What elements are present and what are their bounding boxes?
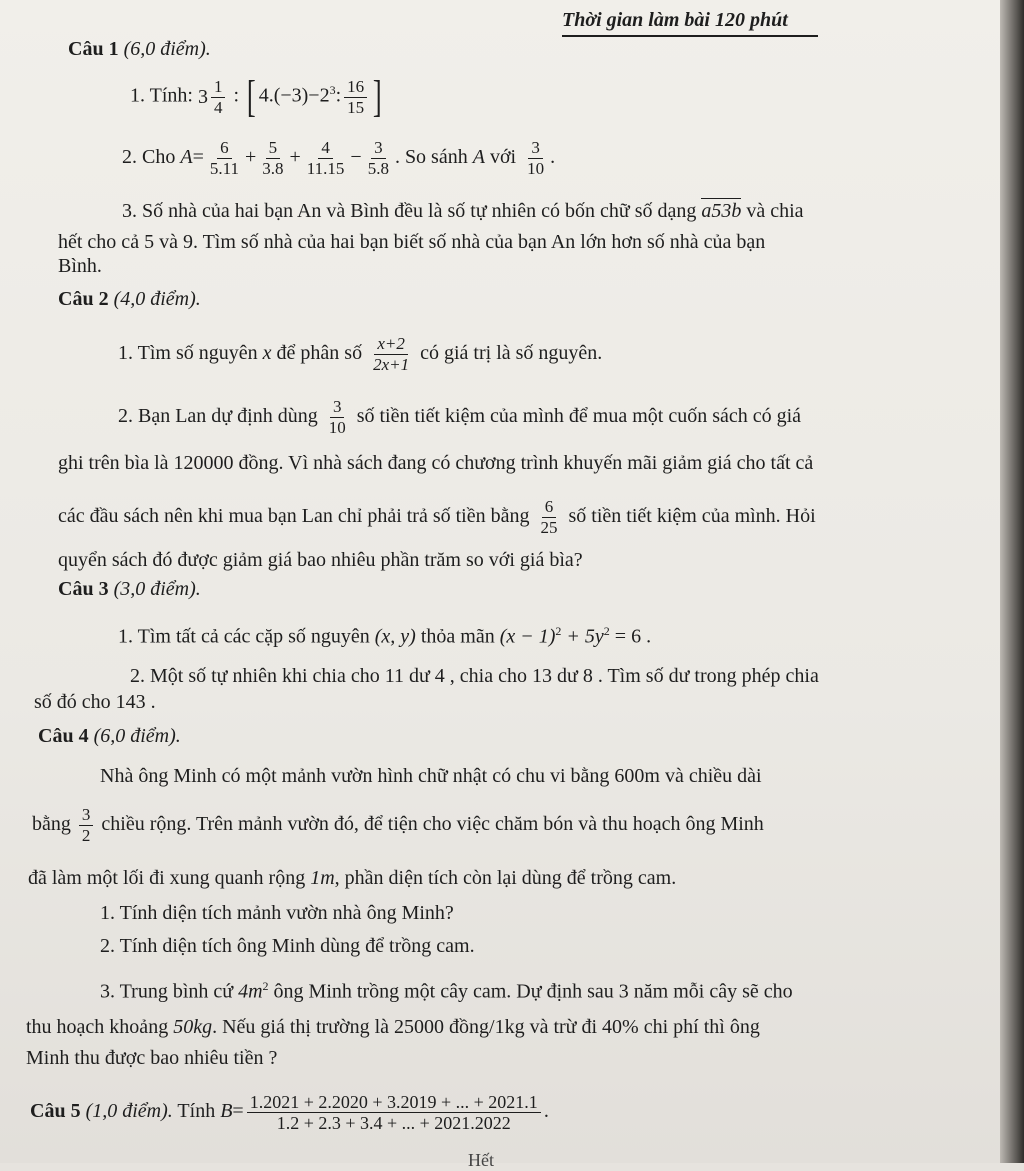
q5: Câu 5 (1,0 điểm). Tính B= $\frac{1.2021 + 2.2020 + 3.2019 + ... + 2021.1}{1.2 + 2.3 + 3.4 + ... + 2021.2022}$ . <box>30 1092 549 1133</box>
q3-part2-line1: 2. Một số tự nhiên khi chia cho 11 dư 4 , chia cho 13 dư 8 . Tìm số dư trong phép chia <box>130 665 819 687</box>
q1-part3-line1: 3. Số nhà của hai bạn An và Bình đều là số tự nhiên có bốn chữ số dạng a53b và chia <box>122 200 804 222</box>
q2-part2-line4: quyển sách đó được giảm giá bao nhiêu phần trăm so với giá bìa? <box>58 549 583 571</box>
q1-part2: 2. Cho A= $\frac{6}{5.11}$ + $\frac{5}{3.8}$ + $\frac{4}{11.15}$ − $\frac{3}{5.8}$ . So sánh A với $\frac{3}{10}$ . <box>122 138 556 178</box>
q4-part3-line1: 3. Trung bình cứ $4m^2$ ông Minh trồng một cây cam. Dự định sau 3 năm mỗi cây sẽ cho <box>100 979 793 1003</box>
q1-p1-whole: 3 <box>197 86 208 108</box>
q4-part1: 1. Tính diện tích mảnh vườn nhà ông Minh? <box>100 902 454 924</box>
q3-part1: 1. Tìm tất cả các cặp số nguyên (x, y) thỏa mãn $(x - 1)^2 + 5y^2 = 6$ . <box>118 624 652 648</box>
time-note: Thời gian làm bài 120 phút <box>562 9 788 31</box>
q4-line3: đã làm một lối đi xung quanh rộng 1m, phần diện tích còn lại dùng để trồng cam. <box>28 867 677 889</box>
overline-number: a53b <box>701 200 742 222</box>
q4-heading: Câu 4 (6,0 điểm). <box>38 725 181 747</box>
q4-part3-line2: thu hoạch khoảng 50kg. Nếu giá thị trường là 25000 đồng/1kg và trừ đi 40% chi phí thì ông <box>26 1016 760 1038</box>
q3-heading: Câu 3 (3,0 điểm). <box>58 578 201 600</box>
q1-p1-mixed-frac: $\frac{1}{4}$ <box>211 77 226 118</box>
q4-line1: Nhà ông Minh có một mảnh vườn hình chữ nhật có chu vi bằng 600m và chiều dài <box>100 765 762 787</box>
header-underline <box>562 35 818 37</box>
q1-part3-line2: hết cho cả 5 và 9. Tìm số nhà của hai bạn biết số nhà của bạn An lớn hơn số nhà của bạn <box>58 231 766 253</box>
q3-part2-line2: số đó cho 143 . <box>34 691 156 713</box>
q1-title: Câu 1 <box>68 38 119 60</box>
q2-part2-line1: 2. Bạn Lan dự định dùng $\frac{3}{10}$ số tiền tiết kiệm của mình để mua một cuốn sách có giá <box>118 397 802 437</box>
q4-part3-line3: Minh thu được bao nhiêu tiền ? <box>26 1047 278 1069</box>
page-edge-shadow <box>1000 0 1024 1163</box>
q1-heading <box>68 37 211 61</box>
end-mark: Hết <box>468 1150 494 1170</box>
q1-part3-line3: Bình. <box>58 255 102 277</box>
q1-points: (6,0 điểm). <box>123 38 211 60</box>
q2-part1: 1. Tìm số nguyên x để phân số $\frac{x+2}{2x+1}$ có giá trị là số nguyên. <box>118 334 603 374</box>
q2-part2-line3: các đầu sách nên khi mua bạn Lan chỉ phải trả số tiền bằng $\frac{6}{25}$ số tiền tiết kiệm của mình. Hỏi <box>58 497 816 537</box>
q2-part2-line2: ghi trên bìa là 120000 đồng. Vì nhà sách đang có chương trình khuyến mãi giảm giá cho tất cả <box>58 452 814 474</box>
q4-line2: bằng $\frac{3}{2}$ chiều rộng. Trên mảnh vườn đó, để tiện cho việc chăm bón và thu hoạch ông Minh <box>32 805 764 845</box>
right-bracket: ] <box>373 72 382 121</box>
q1-part1: 1. Tính: 3 $\frac{1}{4}$ : [ $4.(-3)-2^3$: $\frac{16}{15}$ ] <box>130 72 382 121</box>
left-bracket: [ <box>246 72 256 121</box>
q1-p1-frac: $\frac{16}{15}$ <box>344 77 367 118</box>
q1-p1-label: 1. Tính: <box>130 84 193 107</box>
q4-part2: 2. Tính diện tích ông Minh dùng để trồng cam. <box>100 935 475 957</box>
q1-p1-inside: 4.(−3)−2 <box>258 84 330 107</box>
q2-heading: Câu 2 (4,0 điểm). <box>58 288 201 310</box>
